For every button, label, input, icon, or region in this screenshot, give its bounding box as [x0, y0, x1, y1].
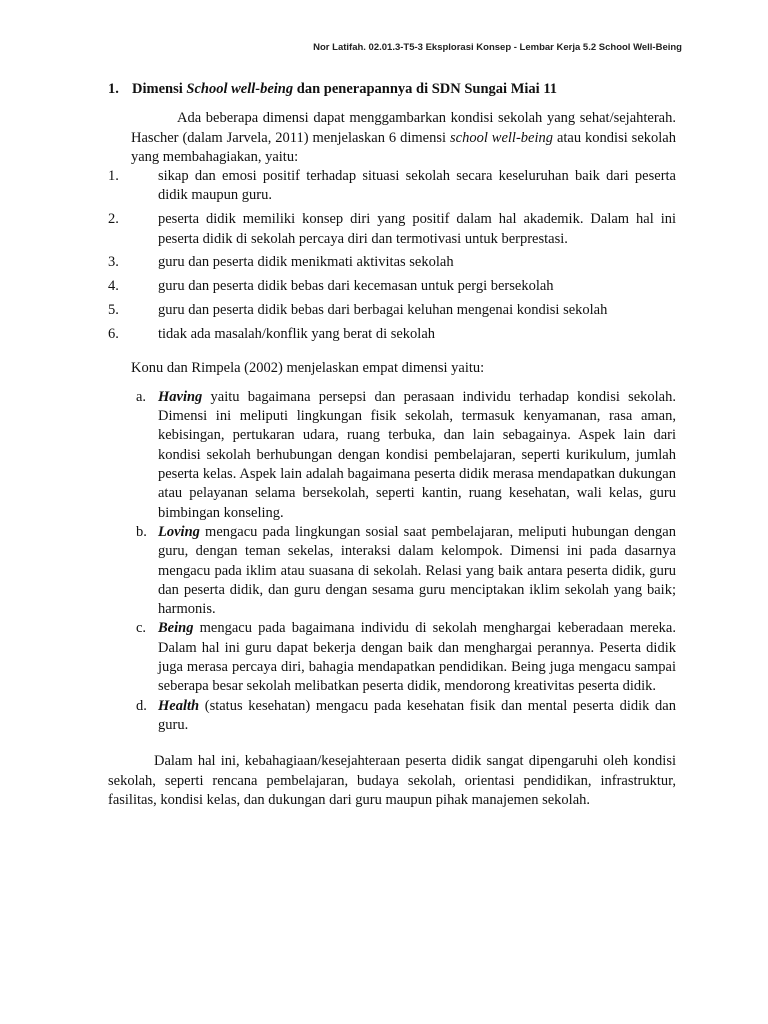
list-item	[131, 388, 676, 523]
list-marker: d.	[136, 697, 147, 714]
section-title	[108, 80, 676, 99]
intro-text-b: atau kondisi sekolah yang membahagiakan, yaitu:	[131, 129, 676, 165]
list-item	[108, 325, 676, 344]
list-marker: 5.	[108, 301, 119, 318]
page-header: Nor Latifah. 02.01.3-T5-3 Eksplorasi Konsep - Lembar Kerja 5.2 School Well-Being	[313, 42, 682, 53]
hascher-dimension-list	[108, 167, 676, 344]
list-item	[131, 523, 676, 619]
dimension-term: Loving	[158, 523, 200, 540]
section-title-post: dan penerapannya di SDN Sungai Miai 11	[293, 81, 558, 97]
intro-italic: school well-being	[449, 129, 553, 146]
list-marker: 4.	[108, 278, 119, 295]
list-item	[108, 167, 676, 206]
dimension-text: yaitu bagaimana persepsi dan perasaan individu terhadap kondisi sekolah. Dimensi ini meliputi lingkungan fisik sekolah, termasuk kenyamanan, rasa aman, kebisingan, pertukaran udara, ruang terbuka, dan lain sebagainya. Aspek lain dari kondisi sekolah berhubungan dengan kondisi pembelajaran, seperti kurikulum, jumlah peserta kelas. Aspek lain adalah bagaimana peserta didik merasa mendapatkan dukungan atau pelayanan selama bersekolah, seperti kantin, ruang kesehatan, wali kelas, guru bimbingan konseling.	[158, 388, 676, 521]
konu-dimension-list	[131, 388, 676, 735]
list-item	[108, 210, 676, 249]
list-item	[131, 697, 676, 736]
intro-paragraph	[131, 109, 676, 167]
dimension-text: (status kesehatan) mengacu pada kesehatan fisik dan mental peserta didik dan guru.	[158, 697, 676, 733]
list-item-text: peserta didik memiliki konsep diri yang positif dalam hal akademik. Dalam hal ini peserta didik di sekolah percaya diri dan termotivasi untuk berprestasi.	[158, 211, 676, 247]
list-item-text: guru dan peserta didik menikmati aktivitas sekolah	[158, 254, 454, 271]
list-item-text: guru dan peserta didik bebas dari berbagai keluhan mengenai kondisi sekolah	[158, 301, 608, 318]
dimension-term: Having	[158, 388, 203, 405]
list-item	[108, 277, 676, 296]
dimension-text: mengacu pada lingkungan sosial saat pembelajaran, meliputi hubungan dengan guru, dengan teman sekelas, interaksi dalam kelompok. Dimensi ini pada dasarnya mengacu pada iklim atau suasana di sekolah. Relasi yang baik antara peserta didik, guru dan peserta didik, dan guru dengan sesama guru menciptakan iklim sekolah yang baik; harmonis.	[158, 523, 676, 618]
list-marker: 2.	[108, 211, 119, 228]
list-marker: c.	[136, 620, 147, 637]
list-marker: 1.	[108, 168, 119, 185]
section-body	[108, 109, 676, 752]
list-item	[131, 619, 676, 696]
list-marker: 3.	[108, 254, 119, 271]
list-marker: 6.	[108, 325, 119, 342]
closing-paragraph: Dalam hal ini, kebahagiaan/kesejahteraan peserta didik sangat dipengaruhi oleh kondisi sekolah, seperti rencana pembelajaran, budaya sekolah, orientasi pendidikan, infrastruktur, fasilitas, kondisi kelas, dan dukungan dari guru maupun pihak manajemen sekolah.	[108, 753, 676, 808]
list-marker: a.	[136, 388, 147, 405]
list-marker: b.	[136, 523, 147, 540]
dimension-term: Being	[158, 620, 194, 637]
list-item	[108, 253, 676, 272]
dimension-term: Health	[158, 697, 200, 714]
dimension-text: mengacu pada bagaimana individu di sekolah menghargai keberadaan mereka. Dalam hal ini guru dapat bekerja dengan baik dan menghargai perannya. Peserta didik juga merasa percaya diri, bahagia mendapatkan pendidikan. Being juga mengacu sampai seberapa besar sekolah melibatkan peserta didik, mendorong kreativitas peserta didik.	[158, 620, 676, 695]
konu-intro: Konu dan Rimpela (2002) menjelaskan empat dimensi yaitu:	[131, 359, 485, 376]
list-item	[108, 301, 676, 320]
intro-text-a: Ada beberapa dimensi dapat menggambarkan kondisi sekolah yang sehat/sejahterah. Hascher (dalam Jarvela, 2011) menjelaskan 6 dimensi	[131, 110, 676, 146]
document-body	[108, 80, 676, 810]
list-item-text: sikap dan emosi positif terhadap situasi sekolah secara keseluruhan baik dari peserta didik maupun guru.	[158, 168, 676, 204]
section-number: 1.	[108, 81, 119, 97]
section-title-pre: Dimensi	[132, 81, 187, 97]
section-title-italic: School well-being	[186, 81, 294, 97]
list-item-text: guru dan peserta didik bebas dari kecemasan untuk pergi bersekolah	[158, 278, 554, 295]
list-item-text: tidak ada masalah/konflik yang berat di sekolah	[158, 325, 436, 342]
